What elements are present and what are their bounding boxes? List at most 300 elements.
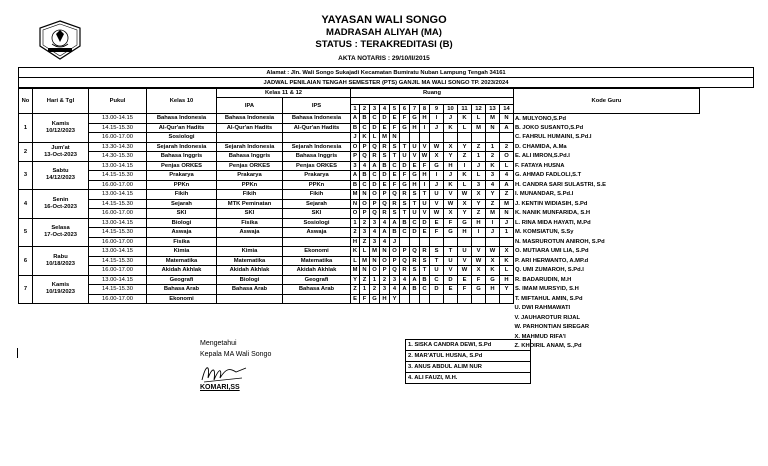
table-row xyxy=(19,161,700,171)
kelas10-subject: Sejarah xyxy=(147,199,217,209)
signature-name: KOMARI,SS xyxy=(200,384,240,391)
ruang-code-cell: K xyxy=(351,247,360,257)
kelas10-subject: Bahasa Arab xyxy=(147,285,217,295)
ips-subject: Ekonomi xyxy=(283,247,351,257)
table-row xyxy=(19,237,700,247)
exam-date: 10/18/2023 xyxy=(45,260,75,267)
kelas10-subject: Akidah Akhlak xyxy=(147,266,217,276)
col-kode-guru: Kode Guru xyxy=(514,89,700,114)
ruang-code-cell: B xyxy=(360,171,370,181)
ruang-code-cell: F xyxy=(390,123,400,133)
ruang-code-cell: C xyxy=(400,228,410,238)
ruang-code-cell: H xyxy=(351,237,360,247)
ruang-code-cell: M xyxy=(351,266,360,276)
ipa-subject: Prakarya xyxy=(217,171,283,181)
ruang-code-cell: Z xyxy=(486,199,500,209)
day-number: 2 xyxy=(19,142,33,161)
ruang-code-cell: 4 xyxy=(360,161,370,171)
org-name: YAYASAN WALI SONGO xyxy=(321,14,447,26)
ruang-code-cell: Y xyxy=(390,294,400,304)
table-row xyxy=(19,313,700,323)
ruang-code-cell: N xyxy=(380,247,390,257)
kelas10-subject: Kimia xyxy=(147,247,217,257)
ruang-number: 9 xyxy=(430,105,444,114)
ruang-code-cell: A xyxy=(400,285,410,295)
ruang-number: 2 xyxy=(360,105,370,114)
ruang-code-cell xyxy=(444,294,458,304)
ruang-code-cell: T xyxy=(420,190,430,200)
time-cell: 16.00-17.00 xyxy=(89,237,147,247)
ipa-subject: SKI xyxy=(217,209,283,219)
ruang-code-cell: O xyxy=(360,199,370,209)
day-name: Selasa xyxy=(51,225,70,232)
ruang-code-cell: S xyxy=(410,190,420,200)
ruang-code-cell: H xyxy=(380,294,390,304)
table-row xyxy=(19,294,700,304)
ruang-code-cell: K xyxy=(458,114,472,124)
ipa-subject: Akidah Akhlak xyxy=(217,266,283,276)
school-address: Alamat : Jln. Wali Songo Sukajadi Kecamatan Bumiratu Nuban Lampung Tengah 34161 xyxy=(18,67,754,78)
signature-label: Mengetahui xyxy=(200,340,237,347)
ruang-code-cell: J xyxy=(444,171,458,181)
ruang-code-cell: J xyxy=(486,228,500,238)
exam-date: 17-Oct-2023 xyxy=(44,232,77,239)
ruang-code-cell: U xyxy=(430,266,444,276)
ips-subject xyxy=(283,294,351,304)
ruang-code-cell: P xyxy=(390,256,400,266)
ruang-code-cell: 1 xyxy=(370,275,380,285)
ruang-code-cell: E xyxy=(390,171,400,181)
ruang-code-cell: K xyxy=(486,266,500,276)
ruang-code-cell: A xyxy=(410,275,420,285)
ips-subject xyxy=(283,133,351,143)
ruang-code-cell: T xyxy=(420,266,430,276)
time-cell: 14.15-15.30 xyxy=(89,285,147,295)
ruang-code-cell: L xyxy=(500,266,514,276)
kelas10-subject: Aswaja xyxy=(147,228,217,238)
ruang-number: 12 xyxy=(472,105,486,114)
ruang-code-cell xyxy=(444,133,458,143)
time-cell: 13.00-14.15 xyxy=(89,161,147,171)
ruang-code-cell: C xyxy=(390,161,400,171)
kode-guru-entry: P. ARI HERWANTO, A.MP.d xyxy=(515,257,589,264)
margin-mark xyxy=(17,348,18,358)
ips-subject: Bahasa Indonesia xyxy=(283,114,351,124)
ruang-code-cell xyxy=(430,237,444,247)
ruang-number: 4 xyxy=(380,105,390,114)
numbered-teacher: 1. SISKA CANDRA DEWI, S.Pd xyxy=(406,340,531,351)
time-cell: 13.00-14.15 xyxy=(89,114,147,124)
table-row xyxy=(19,190,700,200)
day-date-cell xyxy=(33,114,89,143)
ruang-code-cell: W xyxy=(420,152,430,162)
ruang-code-cell xyxy=(410,294,420,304)
kode-guru-entry: Q. UMI ZUMAROH, S.Pd.I xyxy=(515,267,584,274)
ruang-code-cell: E xyxy=(390,114,400,124)
ruang-code-cell: F xyxy=(458,285,472,295)
ruang-code-cell: O xyxy=(351,209,360,219)
ipa-subject: Sejarah Indonesia xyxy=(217,142,283,152)
ips-subject: Sosiologi xyxy=(283,218,351,228)
kelas10-subject: Sejarah Indonesia xyxy=(147,142,217,152)
ruang-code-cell: T xyxy=(444,247,458,257)
ruang-number: 7 xyxy=(410,105,420,114)
ruang-code-cell: Y xyxy=(444,152,458,162)
ruang-code-cell: X xyxy=(472,190,486,200)
table-row xyxy=(19,275,700,285)
ruang-code-cell xyxy=(420,237,430,247)
ruang-code-cell: B xyxy=(400,218,410,228)
kelas10-subject: Bahasa Inggris xyxy=(147,152,217,162)
table-row xyxy=(406,351,531,362)
ruang-code-cell: N xyxy=(486,123,500,133)
ruang-code-cell: H xyxy=(420,114,430,124)
ruang-code-cell: 2 xyxy=(370,285,380,295)
ruang-code-cell: 3 xyxy=(390,275,400,285)
ruang-code-cell: O xyxy=(370,266,380,276)
ipa-subject: Bahasa Inggris xyxy=(217,152,283,162)
ruang-code-cell: 1 xyxy=(486,142,500,152)
table-row xyxy=(19,266,700,276)
ips-subject: Sejarah Indonesia xyxy=(283,142,351,152)
ruang-code-cell: E xyxy=(380,180,390,190)
ruang-number: 5 xyxy=(390,105,400,114)
ruang-code-cell: D xyxy=(410,228,420,238)
ruang-code-cell: F xyxy=(444,218,458,228)
ips-subject: Bahasa Arab xyxy=(283,285,351,295)
ruang-code-cell: W xyxy=(444,199,458,209)
kode-guru-entry: O. MUTIARA UMI LIA, S.Pd xyxy=(515,248,589,255)
ruang-code-cell: S xyxy=(380,152,390,162)
ruang-code-cell: 2 xyxy=(380,275,390,285)
kode-guru-entry: N. MASRUROTUN ANIROH, S.Pd xyxy=(515,238,605,245)
ruang-code-cell: 2 xyxy=(500,142,514,152)
day-number: 3 xyxy=(19,161,33,190)
kelas10-subject: Penjas ORKES xyxy=(147,161,217,171)
ruang-code-cell: G xyxy=(458,218,472,228)
kode-guru-entry: U. DWI RAHMAWATI xyxy=(514,305,571,312)
ruang-code-cell: V xyxy=(420,209,430,219)
ruang-code-cell: H xyxy=(444,161,458,171)
ruang-code-cell: 3 xyxy=(486,171,500,181)
ruang-code-cell: T xyxy=(390,152,400,162)
table-row xyxy=(19,142,700,152)
time-cell: 16.00-17.00 xyxy=(89,133,147,143)
kelas10-subject: Prakarya xyxy=(147,171,217,181)
ruang-code-cell: D xyxy=(420,218,430,228)
ruang-code-cell: S xyxy=(390,142,400,152)
ruang-code-cell: R xyxy=(400,266,410,276)
kelas10-subject: SKI xyxy=(147,209,217,219)
ruang-code-cell: 3 xyxy=(351,161,360,171)
ruang-number: 6 xyxy=(400,105,410,114)
day-name: Rabu xyxy=(53,253,68,260)
ruang-code-cell: V xyxy=(420,142,430,152)
table-row xyxy=(19,199,700,209)
ruang-code-cell: X xyxy=(486,256,500,266)
ruang-code-cell: U xyxy=(458,247,472,257)
ruang-code-cell: V xyxy=(430,199,444,209)
ruang-code-cell: C xyxy=(430,275,444,285)
ruang-code-cell xyxy=(486,294,500,304)
ruang-code-cell: B xyxy=(351,123,360,133)
ruang-code-cell: X xyxy=(444,142,458,152)
ruang-code-cell: 1 xyxy=(360,285,370,295)
ruang-code-cell: U xyxy=(400,152,410,162)
ipa-subject: Bahasa Indonesia xyxy=(217,114,283,124)
ips-subject: Sejarah xyxy=(283,199,351,209)
day-date-cell xyxy=(33,161,89,190)
ruang-code-cell: K xyxy=(444,123,458,133)
ruang-code-cell: J xyxy=(444,114,458,124)
ruang-code-cell: G xyxy=(400,123,410,133)
day-date-cell xyxy=(33,218,89,247)
table-row xyxy=(19,323,700,333)
ips-subject: Prakarya xyxy=(283,171,351,181)
day-name: Kamis xyxy=(51,282,70,289)
time-cell: 14.15-15.30 xyxy=(89,256,147,266)
ruang-code-cell: K xyxy=(360,133,370,143)
numbered-teacher: 3. ANUS ABDUL ALIM NUR xyxy=(406,362,531,373)
ruang-code-cell: L xyxy=(351,256,360,266)
ruang-code-cell: A xyxy=(390,218,400,228)
ruang-code-cell: H xyxy=(500,275,514,285)
ruang-code-cell: Q xyxy=(370,142,380,152)
numbered-teacher-table xyxy=(405,339,531,384)
ruang-code-cell: D xyxy=(370,180,380,190)
ruang-code-cell: 3 xyxy=(360,228,370,238)
ruang-code-cell: S xyxy=(430,247,444,257)
ruang-code-cell: Y xyxy=(472,199,486,209)
ruang-code-cell: J xyxy=(430,123,444,133)
signature-scribble xyxy=(196,360,250,386)
ruang-code-cell: C xyxy=(360,123,370,133)
ruang-code-cell: F xyxy=(390,180,400,190)
ruang-code-cell: T xyxy=(400,209,410,219)
school-name: MADRASAH ALIYAH (MA) xyxy=(326,27,442,38)
ruang-code-cell: K xyxy=(444,180,458,190)
ruang-code-cell: N xyxy=(360,266,370,276)
day-name: Jum'at xyxy=(51,144,70,151)
ips-subject: Matematika xyxy=(283,256,351,266)
ruang-code-cell: L xyxy=(458,123,472,133)
ruang-code-cell: P xyxy=(380,266,390,276)
exam-date: 16-Oct-2023 xyxy=(44,203,77,210)
ruang-code-cell: I xyxy=(472,228,486,238)
ipa-subject xyxy=(217,237,283,247)
ruang-number: 1 xyxy=(351,105,360,114)
ruang-code-cell: X xyxy=(500,247,514,257)
ruang-code-cell: I xyxy=(458,161,472,171)
ruang-code-cell: M xyxy=(351,190,360,200)
time-cell: 14.15-15.30 xyxy=(89,228,147,238)
ruang-code-cell: J xyxy=(430,180,444,190)
ruang-code-cell: A xyxy=(500,180,514,190)
ruang-number: 14 xyxy=(500,105,514,114)
ruang-code-cell: F xyxy=(400,171,410,181)
time-cell: 14.30-15.30 xyxy=(89,152,147,162)
ruang-code-cell: M xyxy=(380,133,390,143)
ruang-code-cell: U xyxy=(430,190,444,200)
ruang-code-cell: O xyxy=(380,256,390,266)
kelas10-subject: Biologi xyxy=(147,218,217,228)
day-number: 1 xyxy=(19,114,33,143)
ipa-subject: Kimia xyxy=(217,247,283,257)
ruang-code-cell: W xyxy=(486,247,500,257)
ruang-code-cell: 4 xyxy=(380,237,390,247)
ruang-code-cell: X xyxy=(472,266,486,276)
ruang-code-cell: H xyxy=(410,180,420,190)
kode-guru-entry: M. KOMSIATUN, S.Sy xyxy=(515,229,574,236)
ruang-code-cell: V xyxy=(444,266,458,276)
ruang-code-cell: C xyxy=(370,171,380,181)
ruang-code-cell: L xyxy=(472,114,486,124)
ruang-code-cell xyxy=(472,237,486,247)
ruang-code-cell xyxy=(500,237,514,247)
ipa-subject: Biologi xyxy=(217,275,283,285)
exam-date: 10/12/2023 xyxy=(45,127,75,134)
ruang-code-cell: K xyxy=(458,171,472,181)
ruang-code-cell: H xyxy=(458,228,472,238)
ruang-code-cell: L xyxy=(472,171,486,181)
ruang-code-cell: Y xyxy=(500,285,514,295)
ips-subject: Penjas ORKES xyxy=(283,161,351,171)
ruang-code-cell xyxy=(500,133,514,143)
numbered-teacher: 4. ALI FAUZI, M.H. xyxy=(406,373,531,384)
table-row xyxy=(19,218,700,228)
kode-guru-entry: E. ALI IMRON,S.Pd.I xyxy=(515,153,570,160)
ipa-subject: Aswaja xyxy=(217,228,283,238)
ruang-code-cell: X xyxy=(430,152,444,162)
col-ipa: IPA xyxy=(217,98,283,114)
table-row xyxy=(19,247,700,257)
ruang-code-cell: E xyxy=(458,275,472,285)
ruang-code-cell: W xyxy=(430,142,444,152)
table-row xyxy=(19,171,700,181)
ruang-code-cell: Q xyxy=(370,209,380,219)
kelas10-subject: Al-Qur'an Hadits xyxy=(147,123,217,133)
time-cell: 16.00-17.00 xyxy=(89,180,147,190)
ruang-code-cell: W xyxy=(472,256,486,266)
ruang-code-cell: Q xyxy=(410,247,420,257)
kode-guru-entry: W. PARHONTIAN SIREGAR xyxy=(514,324,590,331)
ruang-code-cell: C xyxy=(420,285,430,295)
ruang-code-cell: W xyxy=(430,209,444,219)
ipa-subject: PPKn xyxy=(217,180,283,190)
ruang-code-cell: Q xyxy=(400,256,410,266)
ruang-code-cell: E xyxy=(430,218,444,228)
ruang-code-cell: C xyxy=(370,114,380,124)
ruang-code-cell: 4 xyxy=(380,218,390,228)
col-ips: IPS xyxy=(283,98,351,114)
exam-date: 10/19/2023 xyxy=(45,289,75,296)
table-row xyxy=(406,362,531,373)
ruang-code-cell: Y xyxy=(351,275,360,285)
ruang-code-cell: 1 xyxy=(472,152,486,162)
ruang-code-cell: 2 xyxy=(360,218,370,228)
schedule-title: JADWAL PENILAIAN TENGAH SEMESTER (PTS) GANJIL MA WALI SONGO TP. 2023/2024 xyxy=(18,78,754,88)
ruang-code-cell: Y xyxy=(458,142,472,152)
kode-guru-entry: L. RINA MIDA HAYATI, M.Pd xyxy=(515,219,591,226)
ruang-code-cell xyxy=(472,133,486,143)
ruang-code-cell: G xyxy=(400,180,410,190)
ruang-code-cell: S xyxy=(390,209,400,219)
ruang-code-cell: I xyxy=(430,171,444,181)
ruang-code-cell: A xyxy=(500,123,514,133)
ruang-code-cell: G xyxy=(486,275,500,285)
ruang-code-cell: 4 xyxy=(500,171,514,181)
ruang-code-cell: T xyxy=(430,256,444,266)
ruang-code-cell: N xyxy=(351,199,360,209)
ruang-code-cell: B xyxy=(390,228,400,238)
col-kelas1112: Kelas 11 & 12 xyxy=(217,89,351,98)
ruang-code-cell: G xyxy=(410,114,420,124)
ruang-code-cell: G xyxy=(410,171,420,181)
kode-guru-entry: R. BADARUDIN, M.H xyxy=(515,276,572,283)
ruang-code-cell: T xyxy=(400,142,410,152)
kode-guru-entry: S. IMAM MURSYID, S.H xyxy=(515,286,579,293)
table-row xyxy=(406,340,531,351)
ruang-code-cell xyxy=(430,294,444,304)
ruang-code-cell xyxy=(400,237,410,247)
kode-guru-entry: I. MUNANDAR, S.Pd.I xyxy=(515,191,574,198)
table-row xyxy=(19,114,700,124)
ruang-code-cell: D xyxy=(444,275,458,285)
ips-subject: PPKn xyxy=(283,180,351,190)
ruang-code-cell: G xyxy=(430,161,444,171)
table-row xyxy=(19,123,700,133)
table-row xyxy=(19,152,700,162)
table-row xyxy=(19,209,700,219)
time-cell: 14.15-15.30 xyxy=(89,171,147,181)
ruang-code-cell: A xyxy=(370,161,380,171)
ruang-code-cell: E xyxy=(420,228,430,238)
ruang-code-cell: 3 xyxy=(472,180,486,190)
ruang-code-cell: 1 xyxy=(500,228,514,238)
ruang-code-cell: H xyxy=(420,171,430,181)
akta-notaris: AKTA NOTARIS : 29/10/II/2015 xyxy=(338,55,430,62)
ipa-subject: Al-Qur'an Hadits xyxy=(217,123,283,133)
ruang-code-cell: S xyxy=(400,199,410,209)
document-header xyxy=(0,14,768,64)
time-cell: 13.00-14.15 xyxy=(89,190,147,200)
ruang-code-cell: J xyxy=(390,237,400,247)
table-row xyxy=(19,285,700,295)
ruang-code-cell: M xyxy=(370,247,380,257)
col-hari: Hari & Tgl xyxy=(33,89,89,114)
col-pukul: Pukul xyxy=(89,89,147,114)
ruang-code-cell: H xyxy=(472,218,486,228)
ruang-code-cell: D xyxy=(400,161,410,171)
ruang-number: 10 xyxy=(444,105,458,114)
ruang-code-cell: 3 xyxy=(370,218,380,228)
table-row xyxy=(19,256,700,266)
kelas10-subject: Bahasa Indonesia xyxy=(147,114,217,124)
ruang-code-cell: I xyxy=(420,123,430,133)
ruang-code-cell: K xyxy=(486,161,500,171)
ruang-code-cell: 4 xyxy=(486,180,500,190)
ruang-code-cell: D xyxy=(380,114,390,124)
ruang-code-cell xyxy=(400,133,410,143)
ruang-code-cell: R xyxy=(380,209,390,219)
kelas10-subject: Ekonomi xyxy=(147,294,217,304)
ruang-code-cell xyxy=(420,133,430,143)
ruang-code-cell: L xyxy=(370,133,380,143)
ruang-code-cell: R xyxy=(380,142,390,152)
ruang-code-cell: M xyxy=(500,199,514,209)
day-name: Senin xyxy=(52,196,69,203)
ruang-code-cell: G xyxy=(444,228,458,238)
